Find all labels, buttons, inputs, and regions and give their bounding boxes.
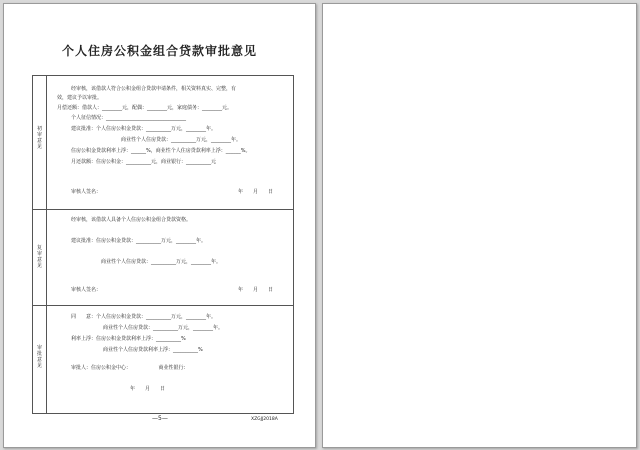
section-label: 复审意见 (36, 245, 42, 269)
approval-form-table (32, 75, 294, 414)
form-line: 商业性个人住房贷款：__________万元，________年。 (103, 325, 224, 331)
reviewer-signature-label: 审核人签名： (71, 287, 102, 293)
section-initial-review (33, 76, 293, 210)
date-line: 年 月 日 (238, 189, 274, 195)
form-line: 效，建议予以审批。 (57, 95, 103, 101)
document-page-2 (322, 3, 637, 448)
section-label-cell (33, 76, 47, 209)
form-line: 建议批准：住房公积金贷款：__________万元，________年。 (71, 238, 207, 244)
form-line: 经审核，该借款人具备个人住房公积金组合贷款资格。 (71, 217, 192, 223)
form-line: 建议批准：个人住房公积金贷款：__________万元，________年。 (71, 126, 217, 132)
page-title: 个人住房公积金组合贷款审批意见 (61, 44, 257, 58)
form-line: 商业性个人住房贷款：__________万元，________年。 (101, 259, 222, 265)
page-number: —5— (152, 415, 168, 422)
document-page-1 (3, 3, 316, 448)
section-label-cell (33, 209, 47, 305)
section-label: 初审意见 (36, 126, 42, 150)
form-line: 商业性个人住房贷款利率上浮：__________% (103, 347, 203, 353)
section-label-cell (33, 305, 47, 413)
approver-line: 审批人：住房公积金中心： 商业性银行： (71, 365, 189, 371)
form-line: 利率上浮：住房公积金贷款利率上浮：__________% (71, 336, 186, 342)
reviewer-signature-label: 审核人签名： (71, 189, 102, 195)
form-line: 月偿还额：借款人：________元，配偶：________元，家庭债务：________元。 (57, 105, 233, 111)
section-final-approval (33, 305, 293, 413)
form-line: 个人征信情况：________________________________ (71, 115, 187, 121)
form-line: 同 意：个人住房公积金贷款：__________万元，________年。 (71, 314, 217, 320)
date-line: 年 月 日 (238, 287, 274, 293)
form-line: 商业性个人住房贷款：__________万元，________年。 (121, 137, 242, 143)
section-second-review (33, 209, 293, 306)
date-line: 年 月 日 (130, 386, 166, 392)
section-label: 审批意见 (36, 345, 42, 369)
document-code: XZGJJ2018A (251, 417, 278, 422)
form-line: 经审核，该借款人符合公积金组合贷款申请条件，相关资料真实、完整，有 (71, 86, 237, 92)
form-line: 住房公积金贷款利率上浮：______%，商业性个人住房贷款利率上浮：______%。 (71, 148, 251, 154)
form-line: 月还款额：住房公积金：__________元，商业银行：__________元 (71, 159, 217, 165)
